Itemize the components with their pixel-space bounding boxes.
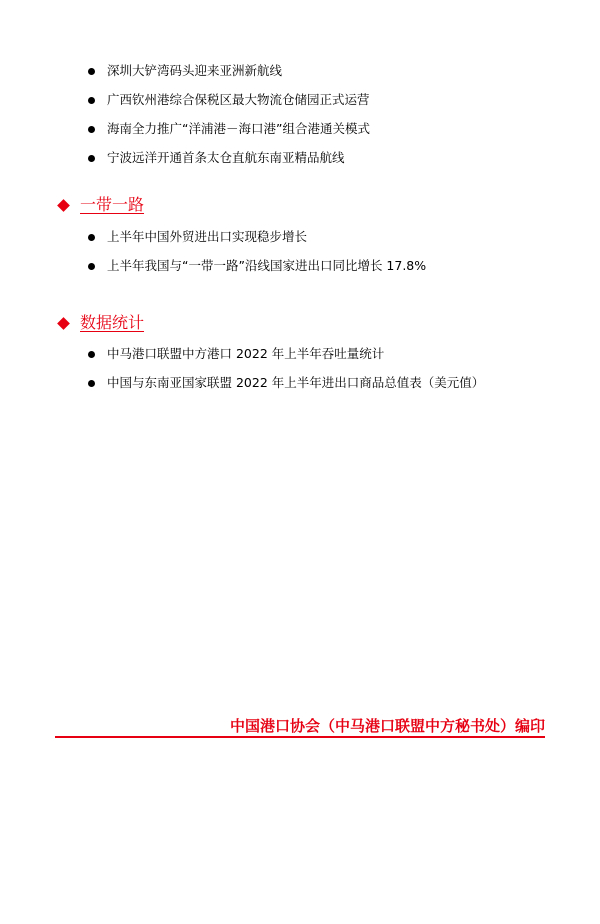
bullet-icon <box>88 126 95 133</box>
list-item-text: 海南全力推广“洋浦港－海口港”组合港通关模式 <box>107 121 370 136</box>
bullet-icon <box>88 155 95 162</box>
bullet-icon <box>88 380 95 387</box>
diamond-bullet-icon <box>57 317 70 330</box>
list-item <box>88 229 307 245</box>
list-item <box>88 92 370 108</box>
bullet-icon <box>88 263 95 270</box>
list-item-text: 宁波远洋开通首条太仓直航东南亚精品航线 <box>107 150 345 165</box>
section-heading-belt-and-road <box>55 195 144 215</box>
publisher-credit: 中国港口协会（中马港口联盟中方秘书处）编印 <box>229 717 545 735</box>
list-item-text: 中马港口联盟中方港口 2022 年上半年吞吐量统计 <box>107 346 385 361</box>
bullet-icon <box>88 68 95 75</box>
list-item <box>88 346 384 362</box>
footer-divider <box>55 736 545 738</box>
list-item-text: 深圳大铲湾码头迎来亚洲新航线 <box>107 63 283 78</box>
publisher-footer <box>55 714 545 738</box>
bullet-icon <box>88 97 95 104</box>
diamond-bullet-icon <box>57 199 70 212</box>
list-item <box>88 121 370 137</box>
list-item <box>88 63 282 79</box>
list-item <box>88 258 426 274</box>
section-title: 数据统计 <box>80 313 145 332</box>
list-item-text: 上半年我国与“一带一路”沿线国家进出口同比增长 17.8% <box>107 258 427 273</box>
bullet-icon <box>88 234 95 241</box>
section-heading-statistics <box>55 313 144 333</box>
list-item <box>88 375 484 391</box>
list-item-text: 广西钦州港综合保税区最大物流仓储园正式运营 <box>107 92 370 107</box>
list-item <box>88 150 345 166</box>
list-item-text: 上半年中国外贸进出口实现稳步增长 <box>107 229 308 244</box>
list-item-text: 中国与东南亚国家联盟 2022 年上半年进出口商品总值表（美元值） <box>107 375 485 390</box>
bullet-icon <box>88 351 95 358</box>
section-title: 一带一路 <box>80 195 145 214</box>
